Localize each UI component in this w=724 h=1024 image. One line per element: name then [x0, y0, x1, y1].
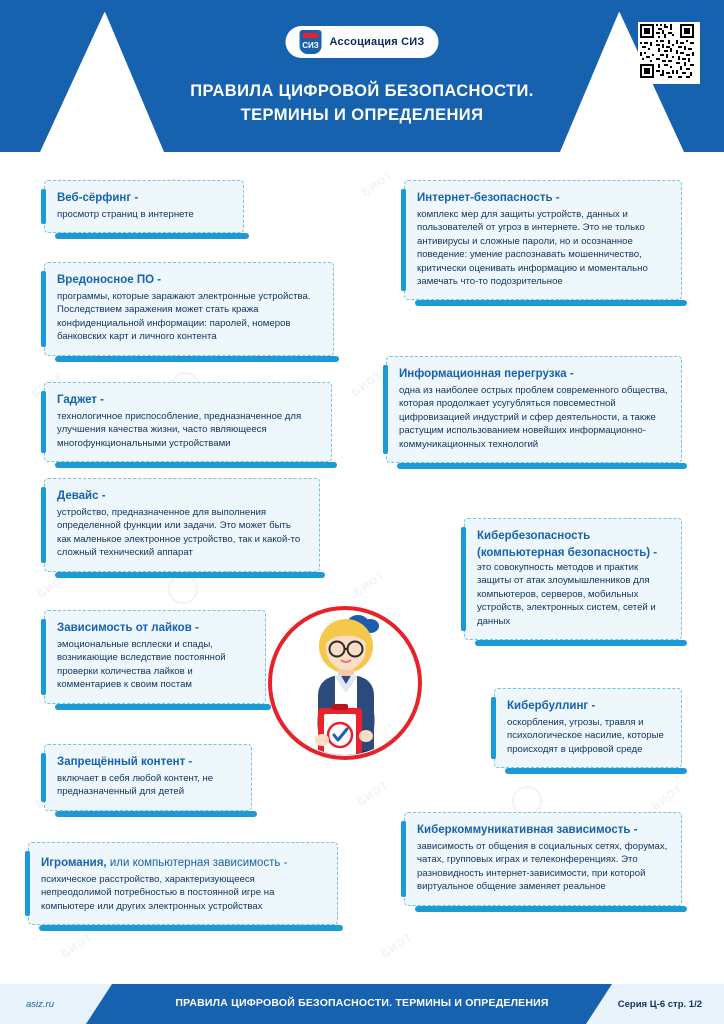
illustration-woman-with-checklist [268, 606, 428, 766]
term-card-internet-security [404, 180, 682, 300]
term-title: Вредоносное ПО - [57, 274, 162, 286]
term-card-cyberbullying [494, 688, 682, 768]
term-card-device [44, 478, 320, 572]
term-title: Кибербуллинг - [507, 700, 596, 712]
watermark-text: БИОТ [379, 931, 416, 961]
term-description: включает в себя любой контент, не предназначенный для детей [57, 773, 214, 798]
term-description: одна из наиболее острых проблем современного общества, которая продолжает усугубляться повсеместной цифровизацией индустрий и сфер деятельности, а также растущим использованием новейших информационно-коммуникационных технологий [399, 385, 668, 450]
page-title-line2: ТЕРМИНЫ И ОПРЕДЕЛЕНИЯ [240, 106, 484, 124]
watermark-text: БИОТ [59, 931, 96, 961]
term-description: оскорбления, угрозы, травля и психологическое насилие, которые происходят в цифровой среде [507, 717, 664, 755]
logo-letters: СИЗ [302, 41, 319, 50]
brand-logo-label: Ассоциация СИЗ [329, 36, 425, 48]
term-card-cyber-communicative-addiction [404, 812, 682, 906]
association-logo-icon [300, 30, 322, 54]
page-header [0, 0, 724, 152]
term-description: зависимость от общения в социальных сетях, форумах, чатах, групповых играх и телеконференциях. Это разновидность интернет-зависимости, при которой виртуальное общение заменяет реальное [417, 841, 668, 893]
watermark-text: БИОТ [35, 571, 72, 601]
term-title: Информационная перегрузка - [399, 368, 574, 380]
term-description: психическое расстройство, характеризующееся непреодолимой потребностью в постоянной игре на компьютере или других электронных устройствах [41, 874, 275, 912]
term-card-gadget [44, 382, 332, 462]
watermark-text: БИОТ [355, 779, 392, 809]
term-title: Запрещённый контент - [57, 756, 193, 768]
term-title: Кибербезопасность [477, 530, 591, 542]
watermark-text: БИОТ [359, 169, 396, 199]
page-title-line1: ПРАВИЛА ЦИФРОВОЙ БЕЗОПАСНОСТИ. [190, 82, 534, 100]
term-description: эмоциональные всплески и спады, возникающие вследствие постоянной проверки количества лайков и комментариев к своим постам [57, 639, 226, 691]
term-card-gaming-addiction [28, 842, 338, 925]
term-card-malware [44, 262, 334, 356]
footer-series-label: Серия Ц-6 стр. 1/2 [617, 999, 702, 1010]
term-title: Веб-сёрфинг - [57, 192, 139, 204]
term-description: технологичное приспособление, предназначенное для улучшения качества жизни, часто являющееся многофункциональными устройствами [57, 411, 302, 449]
qr-code-icon[interactable] [638, 22, 700, 84]
term-description: это совокупность методов и практик защиты от атак злоумышленников для компьютеров, серверов, мобильных устройств, электронных систем, сетей и данных [477, 562, 656, 627]
term-title: Зависимость от лайков - [57, 622, 199, 634]
watermark-text: БИОТ [351, 569, 388, 599]
term-card-cybersecurity [464, 518, 682, 640]
watermark-text: БИОТ [649, 783, 686, 813]
page-title [0, 82, 724, 125]
term-title: Интернет-безопасность - [417, 192, 560, 204]
term-title-tail: или компьютерная зависимость - [106, 857, 288, 869]
term-card-information-overload [386, 356, 682, 463]
page-footer [0, 984, 724, 1024]
term-card-like-addiction [44, 610, 266, 704]
term-title: Гаджет - [57, 394, 104, 406]
term-description: устройство, предназначенное для выполнения определенной функции или задачи. Это может быть как маленькое электронное устройство, так и какой-то сложный технический аппарат [57, 507, 301, 559]
term-title: Игромания, [41, 857, 107, 869]
term-description: комплекс мер для защиты устройств, данных и пользователей от угроз в интернете. Это не только антивирусы и сложные пароли, но и осознанное поведение: умение распознавать мошенничество, критически оценивать информацию и моментально замечать что-то подозрительное [417, 209, 648, 288]
footer-site-link[interactable]: asiz.ru [26, 999, 54, 1010]
brand-logo [286, 26, 439, 58]
watermark-text: БИОТ [349, 369, 386, 399]
term-description: программы, которые заражают электронные устройства. Последствием заражения может стать кража конфиденциальной информации: паролей, номеров банковских карт и личного контента [57, 291, 311, 343]
term-description: просмотр страниц в интернете [57, 209, 194, 220]
term-title-line2: (компьютерная безопасность) - [477, 547, 658, 559]
term-title: Девайс - [57, 490, 106, 502]
term-title: Киберкоммуникативная зависимость - [417, 824, 638, 836]
term-card-forbidden-content [44, 744, 252, 811]
footer-title: ПРАВИЛА ЦИФРОВОЙ БЕЗОПАСНОСТИ. ТЕРМИНЫ И ОПРЕДЕЛЕНИЯ [175, 997, 549, 1009]
term-card-web-surfing [44, 180, 244, 233]
watermark-logo-icon [168, 574, 198, 604]
